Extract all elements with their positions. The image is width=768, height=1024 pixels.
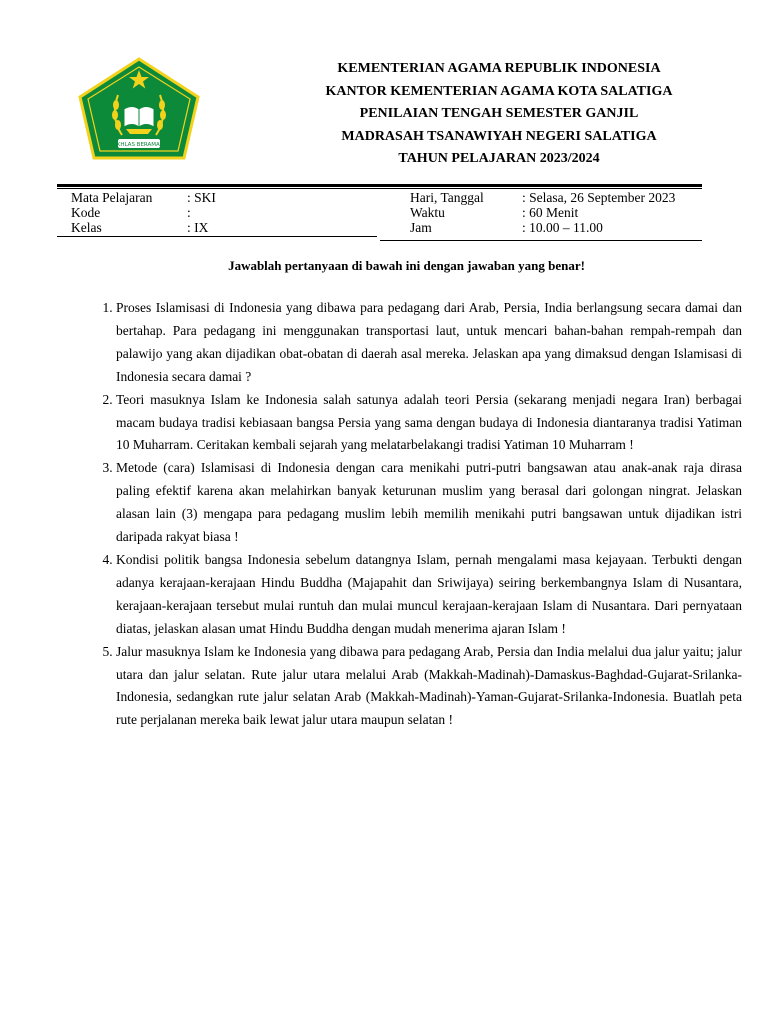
info-value-code: : — [187, 205, 191, 220]
question-list — [70, 297, 742, 732]
info-value-class: : IX — [187, 220, 209, 235]
header-divider-thick — [57, 184, 702, 187]
info-label-code: Kode — [71, 205, 101, 220]
info-label-duration: Waktu — [410, 205, 445, 220]
info-label-subject: Mata Pelajaran — [71, 190, 153, 205]
question-item: 1. Proses Islamisasi di Indonesia yang dibawa para pedagang dari Arab, Persia, India berlangsung secara damai dan bertahap. Para pedagang ini menggunakan transportasi laut, untuk mencari bahan-bahan rempah-rempah dan palawijo yang akan dijadikan obat-obatan di daerah asal mereka. Jelaskan apa yang dimaksud dengan Islamisasi di Indonesia secara damai ? — [116, 297, 742, 389]
info-value-subject: : SKI — [187, 190, 216, 205]
document-header — [300, 58, 698, 171]
header-office: KANTOR KEMENTERIAN AGAMA KOTA SALATIGA — [325, 83, 673, 99]
question-item: 3. Metode (cara) Islamisasi di Indonesia dengan cara menikahi putri-putri bangsawan atau anak-anak raja dirasa paling efektif karena akan melahirkan banyak keturunan muslim yang berasal dari golongan ningrat. Jelaskan alasan lain (3) mengapa para pedagang muslim lebih memilih menikahi putri bangsawan untuk dijadikan istri daripada rakyat biasa ! — [116, 457, 742, 549]
question-item: 2. Teori masuknya Islam ke Indonesia salah satunya adalah teori Persia (sekarang menjadi negara Iran) berbagai macam budaya tradisi kebiasaan bangsa Persia yang sama dengan budaya di Indonesia diantaranya tradisi Yatiman 10 Muharram. Ceritakan kembali sejarah yang melatarbelakangi tradisi Yatiman 10 Muharram ! — [116, 389, 742, 458]
info-divider-right — [380, 240, 702, 241]
question-item: 5. Jalur masuknya Islam ke Indonesia yang dibawa para pedagang Arab, Persia dan India melalui dua jalur yaitu; jalur utara dan jalur selatan. Rute jalur utara melalui Arab (Makkah-Madinah)-Damaskus-Baghdad-Gujarat-Srilanka-Indonesia, sedangkan rute jalur selatan Arab (Makkah-Madinah)-Yaman-Gujarat-Srilanka-Indonesia. Buatlah peta rute perjalanan mereka baik lewat jalur utara maupun selatan ! — [116, 641, 742, 733]
info-value-duration: : 60 Menit — [522, 205, 579, 220]
info-value-date: : Selasa, 26 September 2023 — [522, 190, 676, 205]
info-divider-left — [57, 236, 377, 237]
header-divider-thin — [57, 188, 702, 189]
header-year: TAHUN PELAJARAN 2023/2024 — [398, 151, 600, 166]
instruction-text: Jawablah pertanyaan di bawah ini dengan jawaban yang benar! — [228, 258, 585, 273]
info-label-date: Hari, Tanggal — [410, 190, 484, 205]
info-label-class: Kelas — [71, 220, 102, 235]
header-ministry: KEMENTERIAN AGAMA REPUBLIK INDONESIA — [337, 61, 661, 76]
header-school: MADRASAH TSANAWIYAH NEGERI SALATIGA — [341, 128, 657, 144]
logo-motto: IKHLAS BERAMAL — [115, 142, 163, 148]
header-exam-title: PENILAIAN TENGAH SEMESTER GANJIL — [359, 106, 639, 121]
info-value-time: : 10.00 – 11.00 — [522, 220, 603, 235]
info-label-time: Jam — [410, 220, 432, 235]
question-item: 4. Kondisi politik bangsa Indonesia sebelum datangnya Islam, pernah mengalami masa kejayaan. Terbukti dengan adanya kerajaan-kerajaan Hindu Buddha (Majapahit dan Sriwijaya) seiring berkembangnya Islam di Nusantara, kerajaan-kerajaan tersebut mulai runtuh dan mulai muncul kerajaan-kerajaan Islam di Nusantara. Dari pernyataan diatas, jelaskan alasan umat Hindu Buddha dengan mudah menerima ajaran Islam ! — [116, 549, 742, 641]
kemenag-logo — [78, 57, 200, 160]
